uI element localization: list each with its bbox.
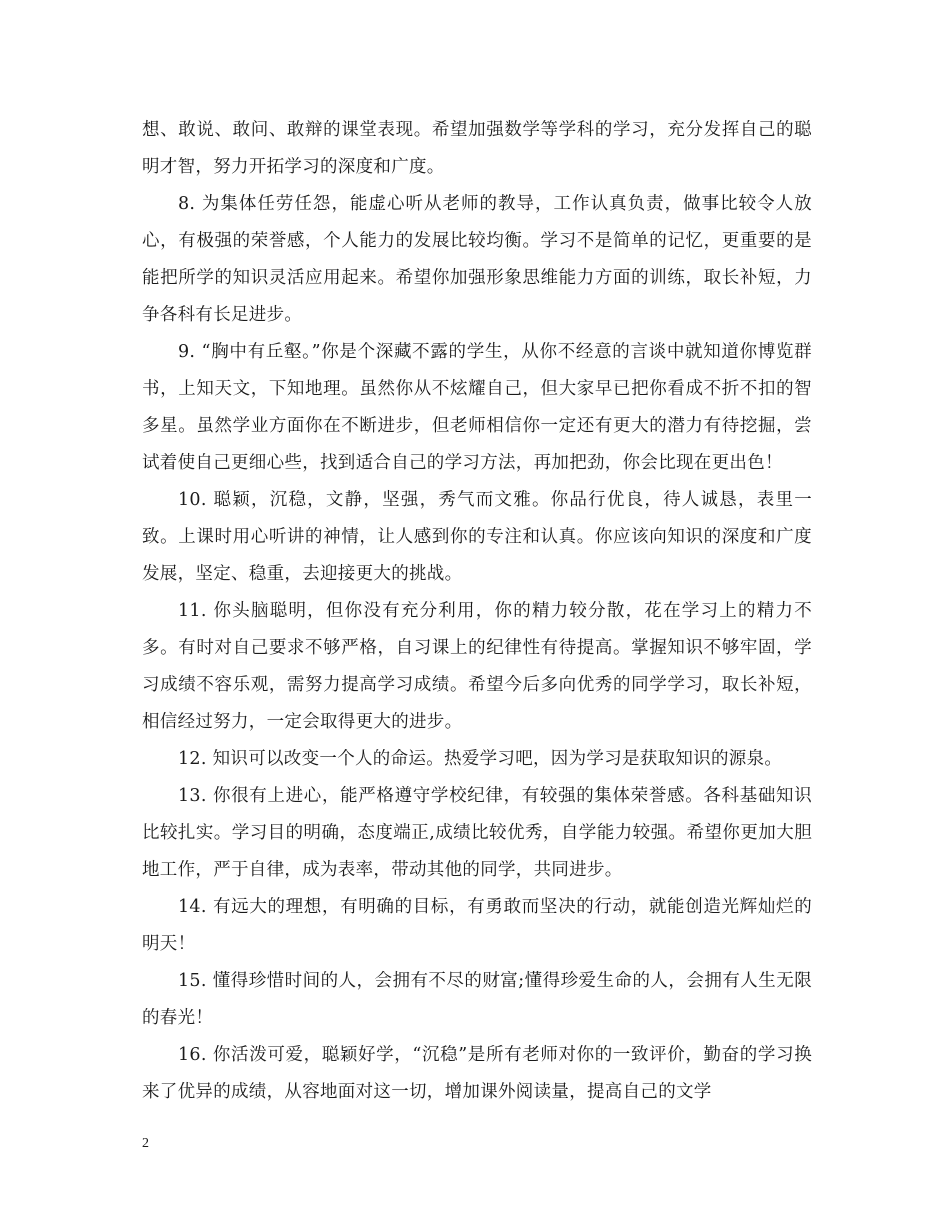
paragraph-item-15: 15. 懂得珍惜时间的人，会拥有不尽的财富;懂得珍爱生命的人，会拥有人生无限的春光！	[142, 971, 812, 1028]
paragraph-item-16: 16. 你活泼可爱，聪颖好学，“沉稳”是所有老师对你的一致评价，勤奋的学习换来了优异的成绩，从容地面对这一切，增加课外阅读量，提高自己的文学	[142, 1045, 812, 1102]
paragraph-item-14: 14. 有远大的理想，有明确的目标，有勇敢而坚决的行动，就能创造光辉灿烂的明天！	[142, 897, 812, 954]
paragraph-item-12: 12. 知识可以改变一个人的命运。热爱学习吧，因为学习是获取知识的源泉。	[178, 749, 783, 769]
paragraph-item-8: 8. 为集体任劳任怨，能虚心听从老师的教导，工作认真负责，做事比较令人放心，有极强的荣誉感，个人能力的发展比较均衡。学习不是简单的记忆，更重要的是能把所学的知识灵活应用起来。希望你加强形象思维能力方面的训练，取长补短，力争各科有长足进步。	[142, 194, 812, 325]
paragraph-item-13: 13. 你很有上进心，能严格遵守学校纪律，有较强的集体荣誉感。各科基础知识比较扎实。学习目的明确，态度端正,成绩比较优秀，自学能力较强。希望你更加大胆地工作，严于自律，成为表率，带动其他的同学，共同进步。	[142, 786, 812, 880]
document-body	[142, 112, 812, 1111]
paragraph-item-11: 11. 你头脑聪明，但你没有充分利用，你的精力较分散，花在学习上的精力不多。有时对自己要求不够严格，自习课上的纪律性有待提高。掌握知识不够牢固，学习成绩不容乐观，需努力提高学习成绩。希望今后多向优秀的同学学习，取长补短，相信经过努力，一定会取得更大的进步。	[142, 601, 812, 732]
page-number: 2	[142, 1136, 149, 1151]
paragraph-continuation: 想、敢说、敢问、敢辩的课堂表现。希望加强数学等学科的学习，充分发挥自己的聪明才智，努力开拓学习的深度和广度。	[142, 120, 812, 177]
paragraph-item-10: 10. 聪颖，沉稳，文静，坚强，秀气而文雅。你品行优良，待人诚恳，表里一致。上课时用心听讲的神情，让人感到你的专注和认真。你应该向知识的深度和广度发展，坚定、稳重，去迎接更大的挑战。	[142, 490, 812, 584]
paragraph-item-9: 9. “胸中有丘壑。”你是个深藏不露的学生，从你不经意的言谈中就知道你博览群书，上知天文，下知地理。虽然你从不炫耀自己，但大家早已把你看成不折不扣的智多星。虽然学业方面你在不断进步，但老师相信你一定还有更大的潜力有待挖掘，尝试着使自己更细心些，找到适合自己的学习方法，再加把劲，你会比现在更出色！	[142, 342, 812, 473]
